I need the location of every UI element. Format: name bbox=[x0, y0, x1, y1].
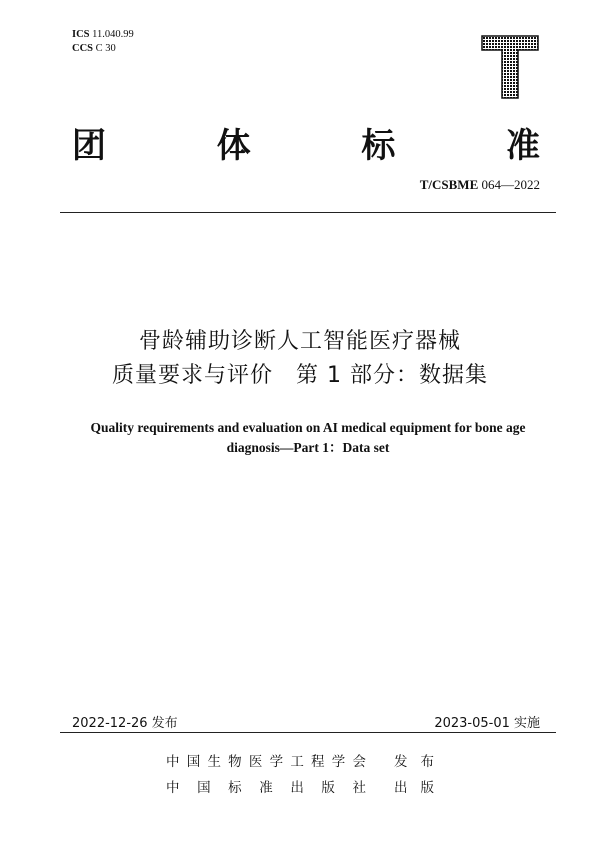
ccs-code bbox=[72, 42, 134, 56]
title-chinese bbox=[0, 325, 600, 393]
title-en-line1: Quality requirements and evaluation on AI medical equipment for bone age bbox=[90, 420, 526, 435]
t-logo-icon bbox=[480, 34, 540, 100]
press-action: 出版 bbox=[394, 780, 434, 796]
standard-type bbox=[72, 118, 542, 167]
standard-type-char: 体 bbox=[216, 126, 253, 166]
standard-number bbox=[420, 177, 540, 193]
classification-codes bbox=[72, 28, 134, 56]
ccs-value: C 30 bbox=[95, 43, 116, 54]
standard-number-prefix: T/CSBME bbox=[419, 177, 479, 192]
standard-type-char: 准 bbox=[505, 126, 542, 166]
title-zh-line2: 质量要求与评价 第 1 部分：数据集 bbox=[112, 363, 488, 388]
title-en-line2: diagnosis—Part 1：Data set bbox=[226, 440, 390, 455]
implement-date: 2023-05-01 实施 bbox=[434, 716, 540, 731]
press-org: 中国标准出版社 bbox=[166, 780, 366, 796]
title-zh-line1: 骨龄辅助诊断人工智能医疗器械 bbox=[138, 329, 461, 354]
ccs-label: CCS bbox=[72, 43, 94, 54]
standard-type-char: 团 bbox=[72, 126, 108, 166]
press-line bbox=[0, 776, 600, 796]
issue-date: 2022-12-26 发布 bbox=[72, 716, 178, 731]
ics-value: 11.040.99 bbox=[92, 29, 134, 40]
publisher-line bbox=[0, 750, 600, 770]
standard-type-char: 标 bbox=[361, 126, 398, 166]
publisher-org: 中国生物医学工程学会 bbox=[166, 754, 366, 770]
ics-label: ICS bbox=[72, 29, 90, 40]
standard-number-value: 064—2022 bbox=[481, 177, 540, 192]
top-divider bbox=[60, 212, 556, 213]
publisher-action: 发布 bbox=[394, 754, 434, 770]
ics-code bbox=[72, 28, 134, 42]
title-english bbox=[60, 418, 556, 458]
bottom-divider bbox=[60, 732, 556, 733]
standard-mark-t bbox=[480, 34, 540, 100]
